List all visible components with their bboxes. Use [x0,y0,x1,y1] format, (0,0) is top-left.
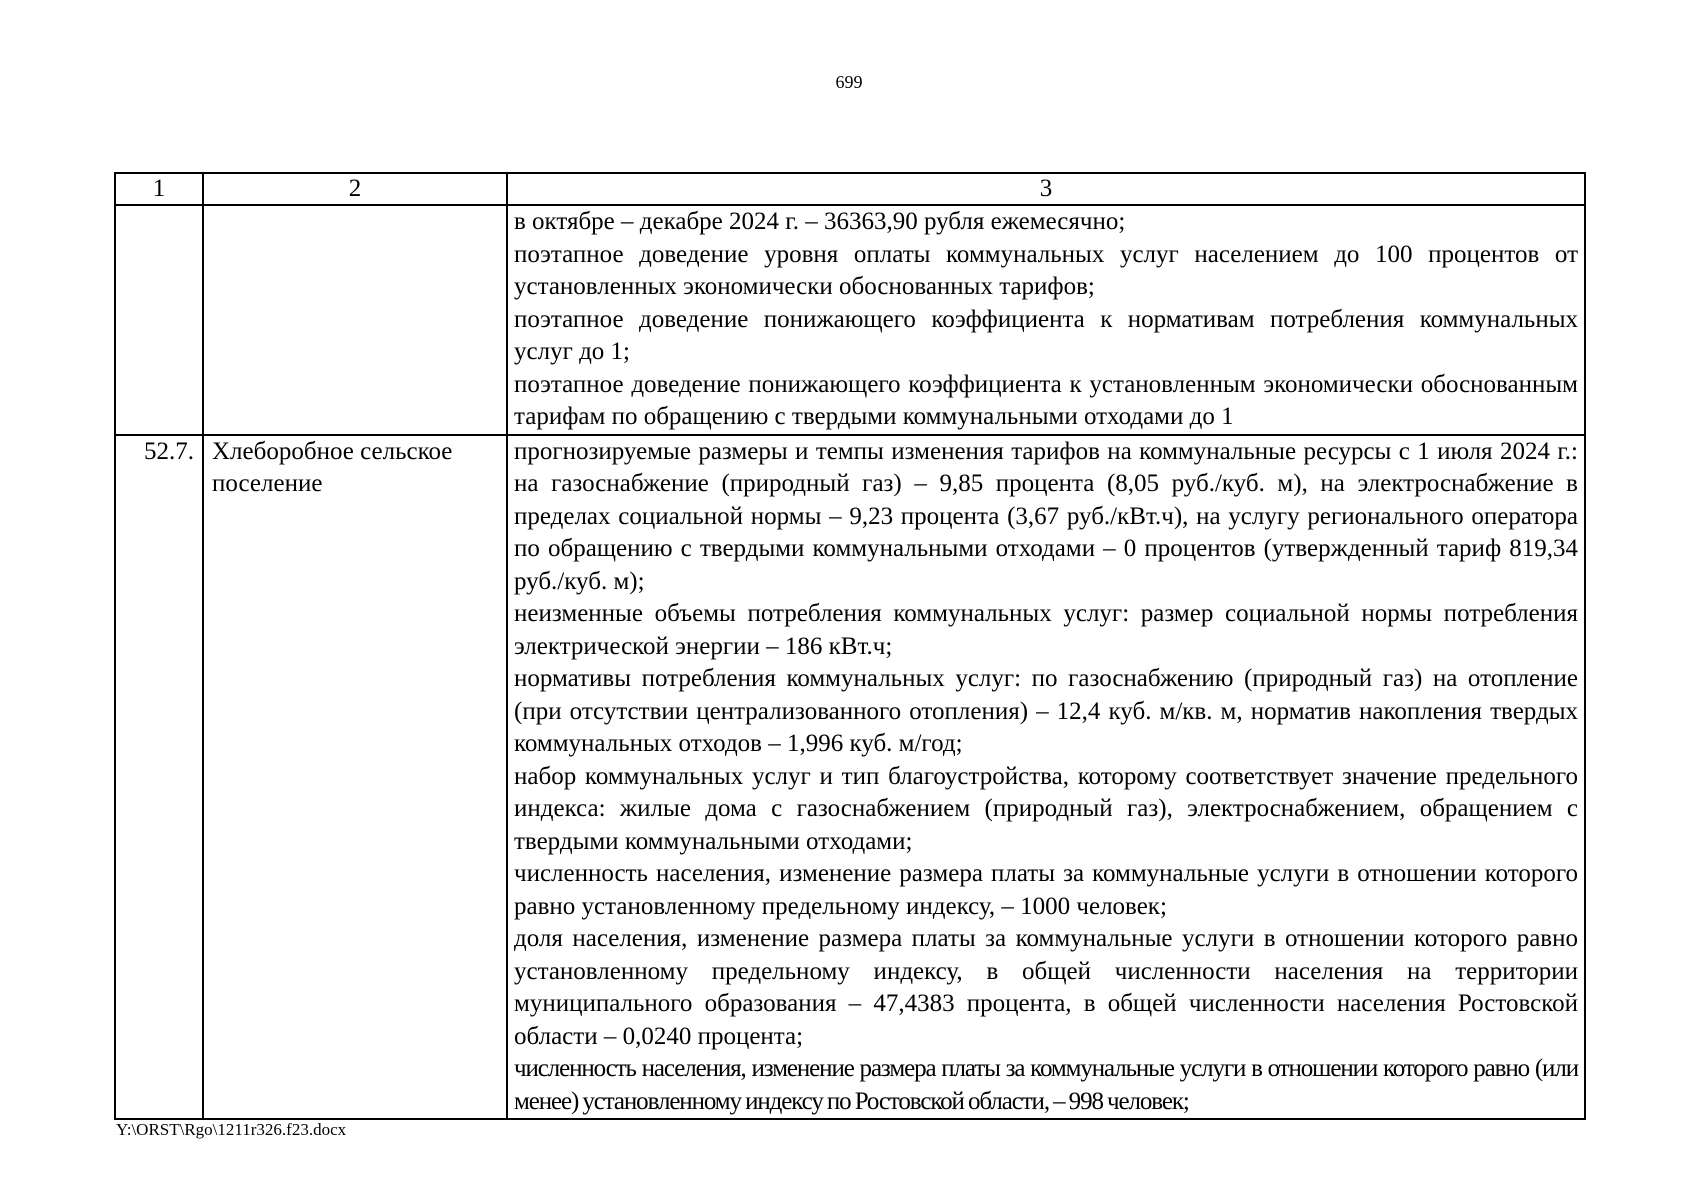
tariff-table [114,172,1586,1120]
table-header-row [115,173,1585,205]
paragraph: нормативы потребления коммунальных услуг: по газоснабжению (природный газ) на отопление (при отсутствии централизованного отопления) – 12,4 куб. м/кв. м, норматив накопления твердых коммунальных отходов – 1,996 куб. м/год; [514,665,1578,757]
paragraph: неизменные объемы потребления коммунальных услуг: размер социальной нормы потребления электрической энергии – 186 кВт.ч; [514,600,1578,660]
paragraph: численность населения, изменение размера платы за коммунальные услуги в отношении которого равно установленному предельному индексу, – 1000 человек; [514,860,1578,920]
row-number-cell: 52.7. [115,435,203,1120]
column-header-1: 1 [115,173,203,205]
column-header-3: 3 [507,173,1585,205]
page-number: 699 [835,72,863,92]
table-row-52-7 [115,435,1585,1120]
column-header-2: 2 [203,173,507,205]
paragraph: численность населения, изменение размера платы за коммунальные услуги в отношении которого равно (или менее) установленному индексу по Ростовской области, – 998 человек; [514,1055,1578,1115]
paragraph: прогнозируемые размеры и темпы изменения тарифов на коммунальные ресурсы с 1 июля 2024 г.: на газоснабжение (природный газ) – 9,85 процента (8,05 руб./куб. м), на электроснабжение в пределах социальной нормы – 9,23 процента (3,67 руб./кВт.ч), на услугу регионального оператора по обращению с твердыми коммунальными отходами – 0 процентов (утвержденный тариф 819,34 руб./куб. м); [514,437,1578,595]
footer-file-path: Y:\ORST\Rgo\1211r326.f23.docx [116,1120,347,1139]
municipality-name-cell [203,205,507,435]
table-row-continuation [115,205,1585,435]
paragraph: в октябре – декабре 2024 г. – 36363,90 рубля ежемесячно; [514,208,1126,235]
paragraph: поэтапное доведение понижающего коэффициента к установленным экономически обоснованным тарифам по обращению с твердыми коммунальными отходами до 1 [514,370,1578,430]
paragraph: набор коммунальных услуг и тип благоустройства, которому соответствует значение предельного индекса: жилые дома с газоснабжением (природный газ), электроснабжением, обращением с твердыми коммунальными отходами; [514,762,1578,855]
paragraph: доля населения, изменение размера платы за коммунальные услуги в отношении которого равно установленному предельному индексу, в общей численности населения на территории муниципального образования – 47,4383 процента, в общей численности населения Ростовской области – 0,0240 процента; [514,925,1578,1050]
description-cell [507,435,1585,1120]
description-cell [507,205,1585,435]
municipality-name-cell: Хлеборобное сельское поселение [203,435,507,1120]
paragraph: поэтапное доведение уровня оплаты коммунальных услуг населением до 100 процентов от установленных экономически обоснованных тарифов; [514,240,1578,300]
paragraph: поэтапное доведение понижающего коэффициента к нормативам потребления коммунальных услуг до 1; [514,305,1578,365]
row-number-cell [115,205,203,435]
